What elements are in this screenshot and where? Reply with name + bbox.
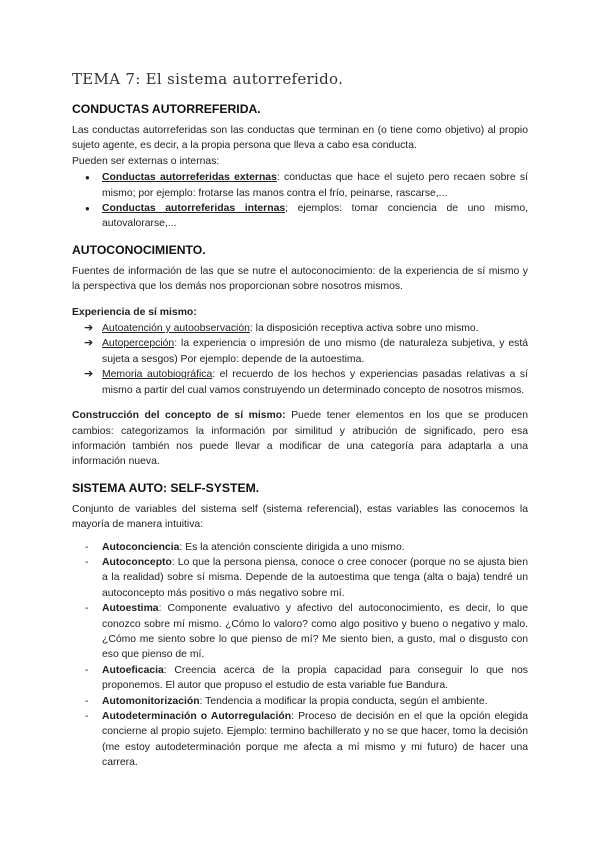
item-term: Autoatención y autoobservación	[102, 323, 250, 335]
section-autoconocimiento	[72, 242, 528, 470]
item-term: Autoestima	[102, 603, 159, 615]
list-item	[72, 201, 528, 232]
dash-marker: -	[85, 556, 89, 568]
list-item	[72, 367, 528, 398]
list-item	[72, 336, 528, 367]
paragraph: Las conductas autorreferidas son las conductas que terminan en (o tiene como objetivo) al propio sujeto agente, es decir, a la propia persona que lleva a cabo esa conducta.	[72, 125, 528, 152]
section-self-system	[72, 480, 528, 771]
concept-term: Construcción del concepto de sí mismo:	[72, 410, 286, 422]
bullet-list	[72, 170, 528, 232]
item-term: Conductas autorreferidas externas	[102, 172, 277, 184]
arrow-list	[72, 321, 528, 398]
arrow-icon: ➔	[84, 337, 94, 350]
dash-marker: -	[85, 603, 89, 615]
item-term: Autoeficacia	[102, 664, 164, 676]
dash-marker: -	[85, 664, 89, 676]
section-heading: SISTEMA AUTO: SELF-SYSTEM.	[72, 480, 260, 495]
item-text: : la experiencia o impresión de uno mismo (de naturaleza subjetiva, y está sujeta a sesgos) Por ejemplo: depende de la autoestima.	[102, 338, 528, 365]
dash-list	[72, 540, 528, 771]
paragraph: Conjunto de variables del sistema self (sistema referencial), estas variables las conocemos la mayoría de manera intuitiva:	[72, 503, 528, 531]
item-text: ; ejemplos: tomar conciencia de uno mismo, autovalorarse,...	[102, 203, 528, 230]
item-text: : Proceso de decisión en el que la opción elegida concierne al propio sujeto. Ejemplo: termino bachillerato y no se que hacer, tomo la decisión (me estoy autodeterminación porque me afecta a mí mismo y mi futuro) de hacer una carrera.	[102, 711, 528, 769]
list-item	[72, 694, 528, 709]
arrow-icon: ➔	[84, 322, 94, 335]
sub-heading: Experiencia de sí mismo:	[72, 306, 197, 318]
item-term: Memoria autobiográfica	[102, 369, 213, 381]
section-heading: AUTOCONOCIMIENTO.	[72, 242, 206, 257]
list-item	[72, 663, 528, 694]
item-term: Conductas autorreferidas internas	[102, 203, 286, 215]
item-text: : Componente evaluativo y afectivo del autoconocimiento, es decir, lo que conozco sobre mí mismo. ¿Cómo lo valoro? como algo positivo y bueno o negativo y malo. ¿Cómo me siento sobre lo que pienso de mí? Me siento bien, a gusto, mal o disgusto con eso que pienso de mí.	[102, 603, 528, 661]
list-item	[72, 170, 528, 201]
item-term: Autoconcepto	[102, 556, 172, 568]
concept-text: Puede tener elementos en los que se producen cambios: categorizamos la información por similitud y atribución de significado, pero esa información también nos puede llevar a modificar de una categoría para adaptarla a una información nueva.	[72, 410, 528, 468]
dash-marker: -	[85, 695, 89, 707]
list-item	[72, 709, 528, 771]
list-item	[72, 555, 528, 601]
item-text: : Lo que la persona piensa, conoce o cree conocer (porque no se ajusta bien a la realidad) sobre sí misma. Depende de la autoestima que tenga (alta o baja) tendré un autoconcepto más positivo o más negativo sobre mí.	[102, 556, 528, 599]
list-item	[72, 321, 528, 336]
item-term: Autoconciencia	[102, 541, 180, 553]
item-text: : Es la atención consciente dirigida a uno mismo.	[179, 541, 405, 553]
paragraph	[72, 408, 528, 470]
section-heading: CONDUCTAS AUTORREFERIDA.	[72, 102, 261, 116]
dash-marker: -	[85, 541, 89, 553]
paragraph: Pueden ser externas o internas:	[72, 155, 220, 167]
item-term: Automonitorización	[102, 695, 200, 707]
item-text: : Tendencia a modificar la propia conducta, según el ambiente.	[199, 695, 488, 707]
section-conductas	[72, 101, 528, 232]
arrow-icon: ➔	[84, 368, 94, 381]
list-item	[72, 540, 528, 555]
page-title: TEMA 7: El sistema autorreferido.	[72, 70, 344, 88]
item-text: : la disposición receptiva activa sobre uno mismo.	[249, 323, 479, 335]
item-text: : el recuerdo de los hechos y experiencias pasadas relativas a sí mismo a partir del cual vamos construyendo un determinado concepto de nosotros mismos.	[102, 369, 528, 396]
paragraph: Fuentes de información de las que se nutre el autoconocimiento: de la experiencia de sí mismo y la perspectiva que los demás nos proporcionan sobre nosotros mismos.	[72, 265, 528, 293]
item-term: Autodeterminación o Autorregulación	[102, 711, 292, 722]
item-term: Autopercepción	[102, 338, 175, 350]
item-text: : conductas que hace el sujeto pero recaen sobre sí mismo; por ejemplo: frotarse las manos contra el frío, peinarse, rascarse,...	[102, 172, 528, 199]
item-text: : Creencia acerca de la propia capacidad para conseguir lo que nos proponemos. El autor que propuso el estudio de esta variable fue Bandura.	[102, 664, 528, 692]
list-item	[72, 601, 528, 663]
dash-marker: -	[85, 711, 89, 722]
